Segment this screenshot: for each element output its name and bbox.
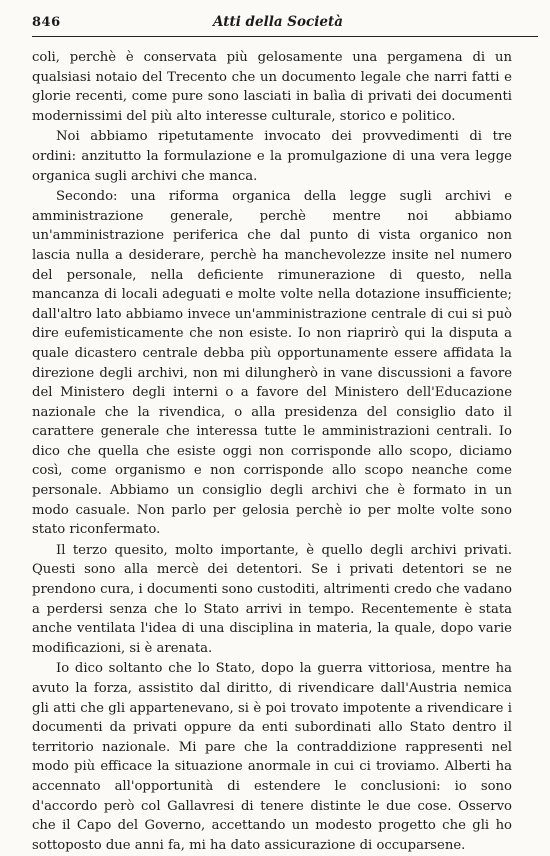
header-rule [32, 36, 538, 37]
page-number: 846 [32, 15, 61, 30]
body-text [32, 48, 512, 855]
paragraph-5: Io dico soltanto che lo Stato, dopo la guerra vittoriosa, mentre ha avuto la forza, assistito dal diritto, di rivendicare dall'Austria nemica gli atti che gli appartenevano, si è poi trovato impotente a rivendicare i documenti da privati oppure da enti subordinati allo Stato dentro il territorio nazionale. Mi pare che la contraddizione rappresenti nel modo più efficace la situazione anormale in cui ci troviamo. Alberti ha accennato all'opportunità di estendere le conclusioni: io sono d'accordo però col Gallavresi di tenere distinte le due cose. Osservo che il Capo del Governo, accettando un modesto progetto che gli ho sottoposto due anni fa, mi ha dato assicurazione di occuparsene. [32, 661, 512, 853]
running-head: Atti della Società [213, 14, 343, 30]
document-page [32, 12, 516, 856]
paragraph-1: coli, perchè è conservata più gelosamente una pergamena di un qualsiasi notaio del Trecento che un documento legale che narri fatti e glorie recenti, come pure sono lasciati in balìa di privati dei documenti modernissimi del più alto interesse culturale, storico e politico. [32, 50, 512, 124]
page-header [32, 12, 516, 36]
paragraph-2: Noi abbiamo ripetutamente invocato dei provvedimenti di tre ordini: anzitutto la formulazione e la promulgazione di una vera legge organica sugli archivi che manca. [32, 129, 512, 184]
paragraph-3: Secondo: una riforma organica della legge sugli archivi e amministrazione generale, perchè mentre noi abbiamo un'amministrazione periferica che dal punto di vista organico non lascia nulla a desiderare, perchè ha manchevolezze insite nel numero del personale, nella deficiente rimunerazione di questo, nella mancanza di locali adeguati e molte volte nella dotazione insufficiente; dall'altro lato abbiamo invece un'amministrazione centrale di cui si può dire eufemisticamente che non esiste. Io non riaprirò qui la disputa a quale dicastero centrale debba più opportunamente essere affidata la direzione degli archivi, non mi dilungherò in vane discussioni a favore del Ministero degli interni o a favore del Ministero dell'Educazione nazionale che la rivendica, o alla presidenza del consiglio dato il carattere generale che interessa tutte le amministrazioni centrali. Io dico che quella che esiste oggi non corrisponde allo scopo, diciamo così, come organismo e non corrisponde allo scopo neanche come personale. Abbiamo un consiglio degli archivi che è formato in un modo casuale. Non parlo per gelosia perchè io per molte volte sono stato riconfermato. [32, 189, 512, 538]
paragraph-4: Il terzo quesito, molto importante, è quello degli archivi privati. Questi sono alla mercè dei detentori. Se i privati detentori se ne prendono cura, i documenti sono custoditi, altrimenti credo che vadano a perdersi senza che lo Stato arrivi in tempo. Recentemente è stata anche ventilata l'idea di una disciplina in materia, la quale, dopo varie modificazioni, si è arenata. [32, 542, 512, 656]
